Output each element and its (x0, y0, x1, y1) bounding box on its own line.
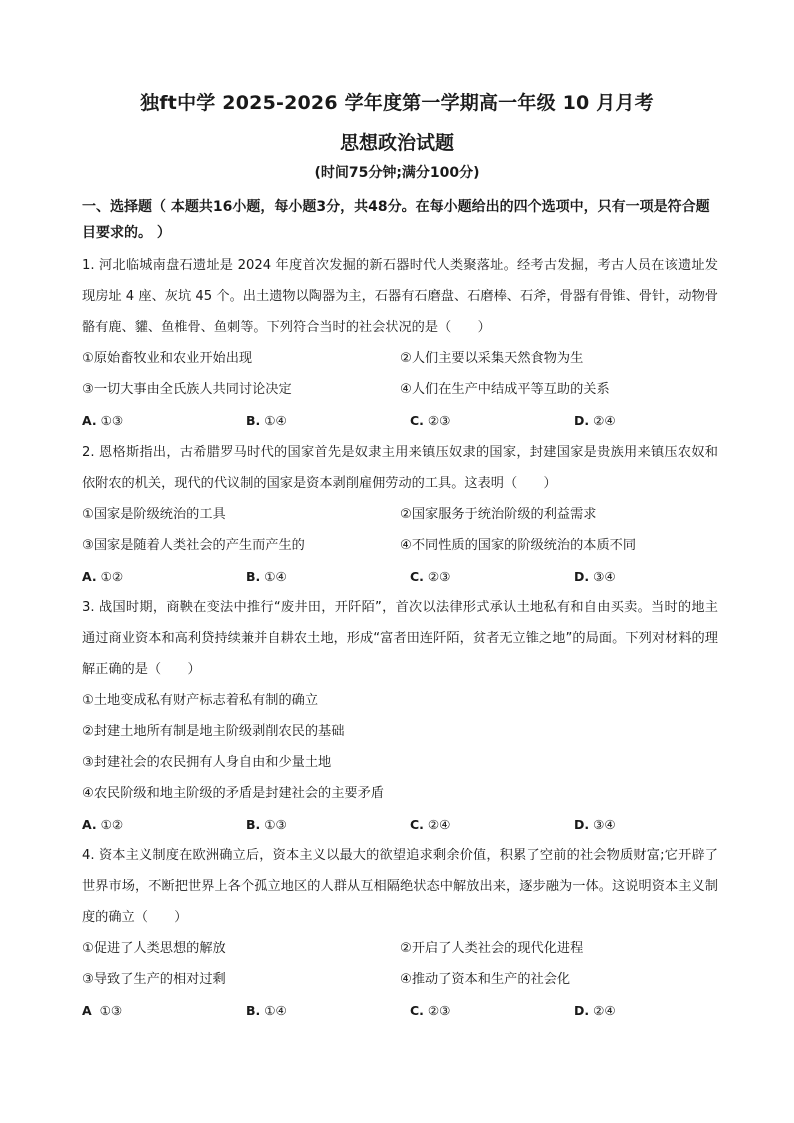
answer-letter: B. (246, 817, 261, 832)
answer-value: ①③ (99, 1003, 123, 1018)
answer-letter: A (82, 1003, 92, 1018)
answer-a[interactable] (82, 561, 246, 592)
option-2: ②封建土地所有制是地主阶级剥削农民的基础 (82, 724, 345, 739)
answer-letter: A. (82, 413, 97, 428)
answer-value: ①② (100, 569, 124, 584)
answer-choices (82, 995, 718, 1026)
answer-letter: B. (246, 413, 261, 428)
answer-value: ①④ (264, 413, 287, 428)
answer-b[interactable] (246, 809, 410, 840)
question-text: 2. 恩格斯指出，古希腊罗马时代的国家首先是奴隶主用来镇压奴隶的国家，封建国家是贵族用来镇压农奴和依附农的机关，现代的代议制的国家是资本剥削雇佣劳动的工具。这表明（ ） (82, 445, 718, 491)
answer-b[interactable] (246, 405, 410, 436)
answer-c[interactable] (410, 995, 574, 1026)
answer-d[interactable] (574, 995, 714, 1026)
answer-choices (82, 405, 718, 436)
question-text: 4. 资本主义制度在欧洲确立后，资本主义以最大的欲望追求剩余价值，积累了空前的社会物质财富;它开辟了世界市场，不断把世界上各个孤立地区的人群从互相隔绝状态中解放出来，逐步融为一体。这说明资本主义制度的确立（ ） (82, 848, 718, 925)
answer-choices (82, 561, 718, 592)
answer-value: ②④ (427, 817, 451, 832)
option-3: ③封建社会的农民拥有人身自由和少量土地 (82, 755, 332, 770)
options-row (82, 343, 718, 374)
answer-c[interactable] (410, 405, 574, 436)
exam-subject: 思想政治试题 (339, 132, 454, 154)
questions-list (82, 250, 718, 1026)
option-1: ①原始畜牧业和农业开始出现 (82, 351, 253, 366)
answer-letter: B. (246, 1003, 261, 1018)
question-2 (82, 437, 718, 592)
answer-value: ③④ (593, 817, 616, 832)
answer-value: ①③ (100, 413, 124, 428)
option-4: ④人们在生产中结成平等互助的关系 (400, 382, 610, 397)
answer-value: ②④ (593, 413, 616, 428)
answer-c[interactable] (410, 809, 574, 840)
answer-letter: C. (410, 817, 424, 832)
answer-d[interactable] (574, 405, 714, 436)
answer-letter: D. (574, 817, 590, 832)
option-1: ①土地变成私有财产标志着私有制的确立 (82, 693, 319, 708)
options-row (82, 933, 718, 964)
answer-value: ②④ (593, 1003, 616, 1018)
option-2: ②开启了人类社会的现代化进程 (400, 941, 584, 956)
answer-b[interactable] (246, 995, 410, 1026)
options-row (82, 374, 718, 405)
answer-choices (82, 809, 718, 840)
answer-letter: C. (410, 569, 424, 584)
question-3 (82, 592, 718, 840)
options-row (82, 530, 718, 561)
answer-value: ①③ (264, 817, 287, 832)
answer-value: ③④ (593, 569, 616, 584)
answer-a[interactable] (82, 809, 246, 840)
answer-letter: D. (574, 413, 590, 428)
answer-letter: C. (410, 413, 424, 428)
option-4: ④不同性质的国家的阶级统治的本质不同 (400, 538, 637, 553)
answer-letter: A. (82, 569, 97, 584)
option-1: ①国家是阶级统治的工具 (82, 507, 226, 522)
question-1 (82, 250, 718, 436)
option-1: ①促进了人类思想的解放 (82, 941, 226, 956)
answer-value: ①④ (264, 1003, 287, 1018)
question-text: 1. 河北临城南盘石遗址是 2024 年度首次发掘的新石器时代人类聚落址。经考古发掘，考古人员在该遗址发现房址 4 座、灰坑 45 个。出土遗物以陶器为主，石器有石磨盘、石磨棒、石斧，骨器有骨锥、骨针，动物骨骼有鹿、貛、鱼椎骨、鱼刺等。下列符合当时的社会状况的是（ ） (82, 258, 718, 335)
answer-letter: A. (82, 817, 97, 832)
answer-a[interactable] (82, 995, 246, 1026)
answer-a[interactable] (82, 405, 246, 436)
question-4 (82, 840, 718, 1026)
options-row (82, 499, 718, 530)
option-3: ③国家是随着人类社会的产生而产生的 (82, 538, 305, 553)
option-2: ②国家服务于统治阶级的利益需求 (400, 507, 597, 522)
answer-letter: D. (574, 1003, 590, 1018)
options-row (82, 964, 718, 995)
answer-c[interactable] (410, 561, 574, 592)
answer-value: ②③ (427, 1003, 451, 1018)
answer-letter: C. (410, 1003, 424, 1018)
option-2: ②人们主要以采集天然食物为生 (400, 351, 584, 366)
answer-b[interactable] (246, 561, 410, 592)
answer-d[interactable] (574, 809, 714, 840)
exam-title: 独ft中学 2025-2026 学年度第一学期高一年级 10 月月考 (140, 92, 654, 114)
option-4: ④农民阶级和地主阶级的矛盾是封建社会的主要矛盾 (82, 786, 384, 801)
section-heading: 一、选择题（ 本题共16小题，每小题3分，共48分。在每小题给出的四个选项中，只有一项是符合题目要求的。 ） (82, 199, 710, 241)
answer-value: ①④ (264, 569, 287, 584)
question-text: 3. 战国时期，商鞅在变法中推行“废井田，开阡陌”，首次以法律形式承认土地私有和自由买卖。当时的地主通过商业资本和高利贷持续兼并自耕农土地，形成“富者田连阡陌，贫者无立锥之地”的局面。下列对材料的理解正确的是（ ） (82, 600, 718, 677)
answer-letter: D. (574, 569, 590, 584)
option-4: ④推动了资本和生产的社会化 (400, 972, 571, 987)
answer-value: ②③ (427, 569, 451, 584)
option-3: ③导致了生产的相对过剩 (82, 972, 226, 987)
exam-time-info: (时间75分钟;满分100分) (314, 165, 480, 181)
option-3: ③一切大事由全氏族人共同讨论决定 (82, 382, 292, 397)
answer-value: ①② (100, 817, 124, 832)
answer-letter: B. (246, 569, 261, 584)
answer-value: ②③ (427, 413, 451, 428)
answer-d[interactable] (574, 561, 714, 592)
